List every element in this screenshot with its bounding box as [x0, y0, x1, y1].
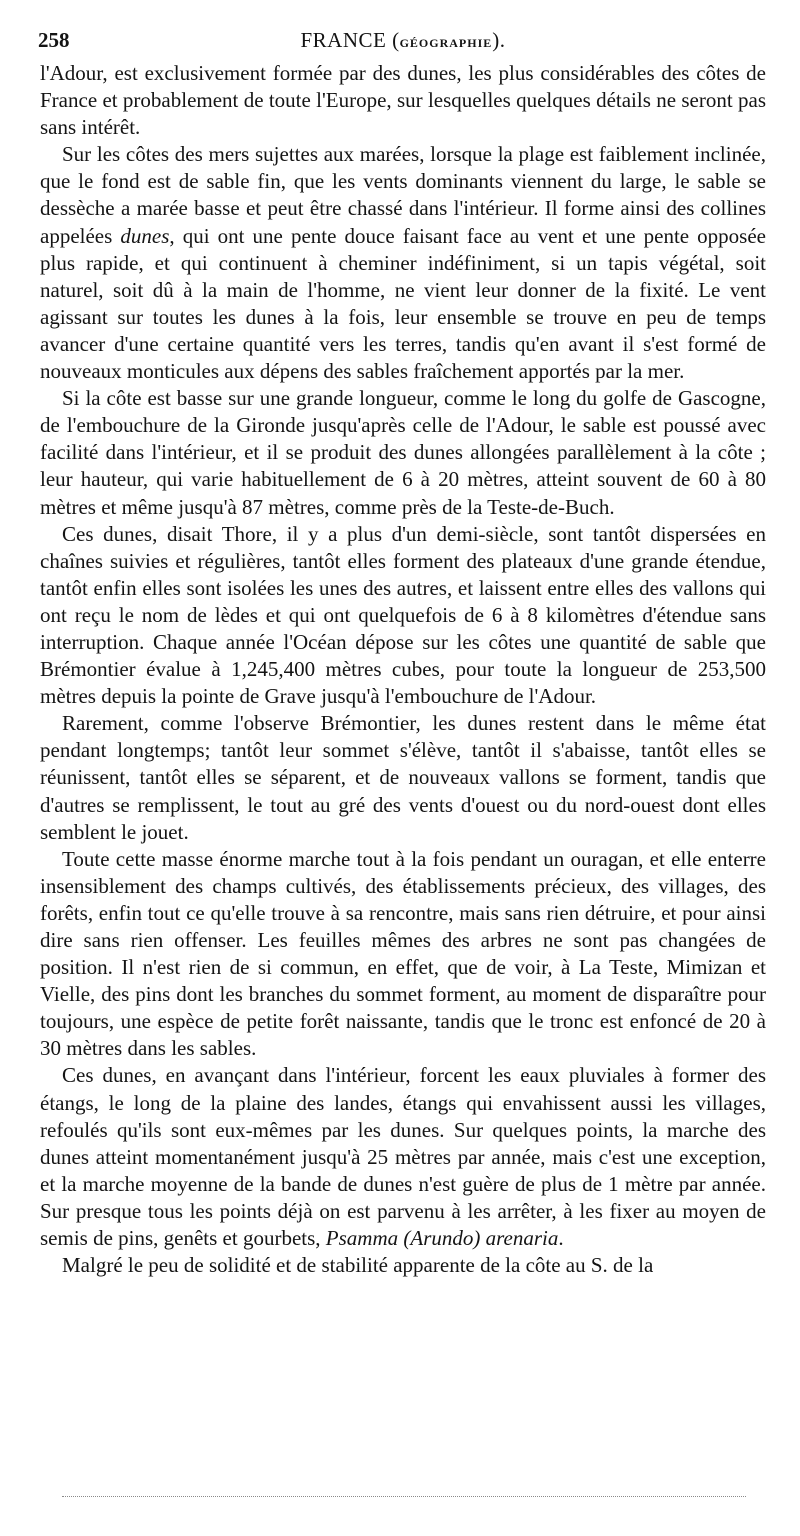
running-title-main: FRANCE (	[300, 28, 400, 52]
italic-term-dunes: dunes	[120, 223, 170, 248]
paragraph-text: , qui ont une pente douce faisant face au vent et une pente opposée plus rapide, et qui continuent à cheminer indéfiniment, si un tapis végétal, soit naturel, soit dû à la main de l'homme, ne vient leur donner de la fixité. Le vent agissant sur toutes les dunes à la fois, leur ensemble se trouve en peu de temps avancer d'une certaine quantité vers les terres, tandis qu'en avant il s'est formé de nouveaux monticules aux dépens des sables fraîchement apportés par la mer.	[40, 223, 766, 384]
paragraph-dune-formation	[40, 141, 766, 385]
running-title-close: ).	[492, 28, 506, 52]
paragraph-text: Sur les côtes des mers sujettes aux marées, lorsque la plage est faiblement inclinée, que le fond est de sable fin, que les vents dominants viennent du large, le sable se dessèche a marée basse et peut être chassé dans l'intérieur. Il forme ainsi des collines appelées	[40, 142, 766, 248]
paragraph-adour-continuation: l'Adour, est exclusivement formée par des dunes, les plus considérables des côtes de France et probablement de toute l'Europe, sur lesquelles quelques détails ne seront pas sans intérêt.	[40, 61, 766, 140]
page-number: 258	[38, 28, 70, 52]
italic-term-psamma: Psamma (Arundo) arenaria	[325, 1226, 559, 1251]
paragraph-coast-stability: Malgré le peu de solidité et de stabilité apparente de la côte au S. de la	[62, 1253, 654, 1278]
running-header	[40, 26, 766, 54]
paragraph-text: Ces dunes, en avançant dans l'intérieur, forcent les eaux pluviales à former des étangs, le long de la plaine des landes, étangs qui envahissent aussi les villages, refoulés qu'ils sont eux-mêmes par les dunes. Sur quelques points, la marche des dunes atteint momentanément jusqu'à 25 mètres par année, mais c'est une exception, et la marche moyenne de la bande de dunes n'est guère de plus de 1 mètre par année. Sur presque tous les points déjà on est parvenu à les arrêter, à les fixer au moyen de semis de pins, genêts et gourbets,	[40, 1063, 766, 1251]
footer-dotted-rule	[62, 1496, 746, 1497]
body-text	[40, 60, 766, 1279]
paragraph-thore-quote: Ces dunes, disait Thore, il y a plus d'un demi-siècle, sont tantôt dispersées en chaînes suivies et régulières, tantôt elles forment des plateaux d'une grande étendue, tantôt enfin elles sont isolées les unes des autres, et laissent entre elles des vallons qui ont reçu le nom de lèdes et qui ont quelquefois de 6 à 8 kilomètres d'étendue sans interruption. Chaque année l'Océan dépose sur les côtes une quantité de sable que Brémontier évalue à 1,245,400 mètres cubes, pour toute la longueur de 253,500 mètres depuis la pointe de Grave jusqu'à l'embouchure de l'Adour.	[40, 521, 766, 709]
paragraph-text: .	[558, 1226, 564, 1251]
paragraph-ponds-and-fixation	[40, 1062, 766, 1252]
running-title-subject: GÉOGRAPHIE	[399, 36, 493, 50]
paragraph-hurricane-march: Toute cette masse énorme marche tout à la fois pendant un ouragan, et elle enterre insensiblement des champs cultivés, des établissements précieux, des villages, des forêts, enfin tout ce qu'elle trouve à sa rencontre, mais sans rien détruire, et pour ainsi dire sans rien offenser. Les feuilles mêmes des arbres ne sont pas changées de position. Il n'est rien de si commun, en effet, que de voir, à La Teste, Mimizan et Vielle, des pins dont les branches du sommet forment, au moment de disparaître pour toujours, une espèce de petite forêt naissante, tandis que le tronc est enfoncé de 20 à 30 mètres dans les sables.	[40, 846, 766, 1061]
running-title	[40, 26, 766, 57]
document-page	[40, 26, 766, 1516]
paragraph-gascony-coast: Si la côte est basse sur une grande longueur, comme le long du golfe de Gascogne, de l'embouchure de la Gironde jusqu'après celle de l'Adour, le sable est poussé avec facilité dans l'intérieur, et il se produit des dunes allongées parallèlement à la côte ; leur hauteur, qui varie habituellement de 6 à 20 mètres, atteint souvent de 60 à 80 mètres et même jusqu'à 87 mètres, comme près de la Teste-de-Buch.	[40, 386, 766, 519]
paragraph-bremontier-observation: Rarement, comme l'observe Brémontier, les dunes restent dans le même état pendant longtemps; tantôt leur sommet s'élève, tantôt il s'abaisse, tantôt elles se réunissent, tantôt elles se séparent, et de nouveaux vallons se forment, tandis que d'autres se remplissent, le tout au gré des vents d'ouest ou du nord-ouest dont elles semblent le jouet.	[40, 711, 766, 844]
